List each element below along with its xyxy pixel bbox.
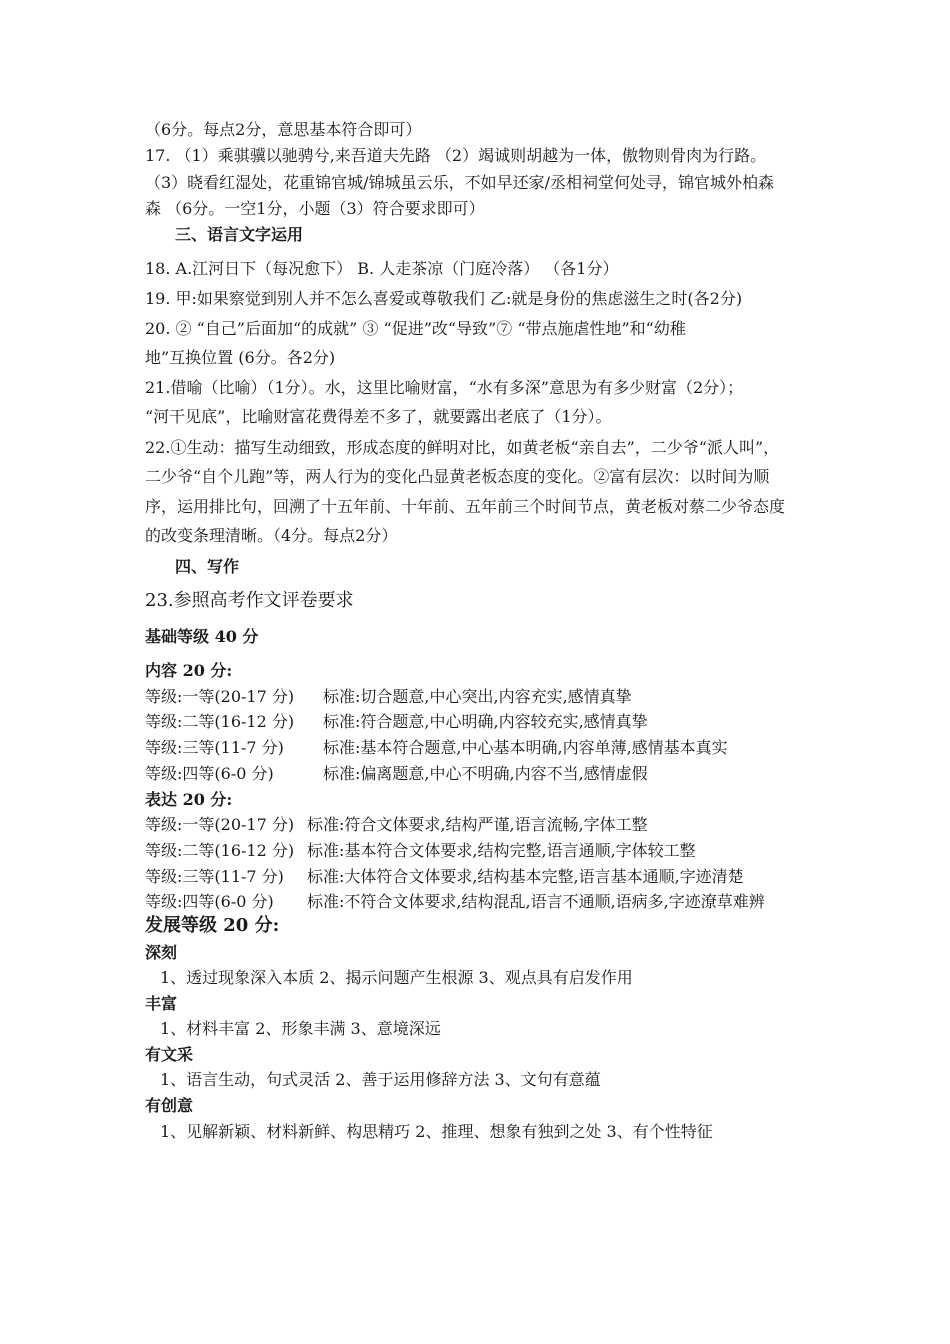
expression-grade: 等级:一等(20-17 分) bbox=[145, 815, 295, 834]
content-heading: 内容 20 分: bbox=[145, 661, 233, 680]
expression-row bbox=[145, 814, 648, 836]
content-standard: 标准:基本符合题意,中心基本明确,内容单薄,感情基本真实 bbox=[323, 738, 728, 757]
development-level-heading: 发展等级 20 分: bbox=[145, 915, 280, 936]
content-standard: 标准:偏离题意,中心不明确,内容不当,感情虚假 bbox=[323, 764, 648, 783]
expression-heading: 表达 20 分: bbox=[145, 790, 233, 809]
expression-row bbox=[145, 840, 696, 862]
expression-standard: 标准:大体符合文体要求,结构基本完整,语言基本通顺,字迹清楚 bbox=[307, 867, 744, 886]
section-heading-language-use: 三、语言文字运用 bbox=[175, 225, 304, 244]
dev-item-detail: 1、材料丰富 2、形象丰满 3、意境深远 bbox=[160, 1019, 441, 1038]
content-row bbox=[145, 686, 632, 708]
expression-standard: 标准:基本符合文体要求,结构完整,语言通顺,字体较工整 bbox=[307, 841, 696, 860]
content-grade: 等级:一等(20-17 分) bbox=[145, 687, 295, 706]
q21-line-1: 21.借喻（比喻）（1分）。水，这里比喻财富，“水有多深”意思为有多少财富（2分）； bbox=[145, 378, 744, 397]
content-grade: 等级:三等(11-7 分) bbox=[145, 738, 284, 757]
dev-item-title: 有文采 bbox=[145, 1045, 194, 1064]
q22-line-3: 序，运用排比句，回溯了十五年前、十年前、五年前三个时间节点，黄老板对蔡二少爷态度 bbox=[145, 497, 786, 516]
content-standard: 标准:符合题意,中心明确,内容较充实,感情真挚 bbox=[323, 712, 648, 731]
dev-item-title: 深刻 bbox=[145, 943, 178, 962]
basic-level-heading: 基础等级 40 分 bbox=[145, 627, 259, 646]
q18-answer: 18. A.江河日下（每况愈下） B. 人走茶凉（门庭冷落） （各1分） bbox=[145, 259, 619, 278]
dev-item-detail: 1、语言生动，句式灵活 2、善于运用修辞方法 3、文句有意蕴 bbox=[160, 1070, 601, 1089]
q16-score-note: （6分。每点2分，意思基本符合即可） bbox=[145, 120, 422, 139]
q23-heading: 23.参照高考作文评卷要求 bbox=[145, 590, 354, 611]
expression-grade: 等级:三等(11-7 分) bbox=[145, 867, 284, 886]
q19-answer: 19. 甲:如果察觉到别人并不怎么喜爱或尊敬我们 乙:就是身份的焦虑滋生之时(各2分) bbox=[145, 289, 743, 308]
q17-line-1: 17. （1）乘骐骥以驰骋兮,来吾道夫先路 （2）竭诚则胡越为一体，傲物则骨肉为行路。 bbox=[145, 146, 767, 165]
content-row bbox=[145, 763, 648, 785]
dev-item-detail: 1、见解新颖、材料新鲜、构思精巧 2、推理、想象有独到之处 3、有个性特征 bbox=[160, 1122, 713, 1141]
expression-standard: 标准:符合文体要求,结构严谨,语言流畅,字体工整 bbox=[307, 815, 648, 834]
expression-row bbox=[145, 866, 744, 888]
content-grade: 等级:二等(16-12 分) bbox=[145, 712, 295, 731]
q20-line-1: 20. ② “自己”后面加“的成就” ③ “促进”改“导致”⑦ “带点施虐性地”和“幼稚 bbox=[145, 319, 686, 338]
q17-line-2: （3）晓看红湿处，花重锦官城/锦城虽云乐，不如早还家/丞相祠堂何处寻，锦官城外柏森 bbox=[145, 173, 774, 192]
expression-grade: 等级:二等(16-12 分) bbox=[145, 841, 295, 860]
q22-line-4: 的改变条理清晰。（4分。每点2分） bbox=[145, 526, 398, 545]
expression-standard: 标准:不符合文体要求,结构混乱,语言不通顺,语病多,字迹潦草难辨 bbox=[307, 892, 765, 911]
dev-item-title: 有创意 bbox=[145, 1096, 194, 1115]
content-row bbox=[145, 737, 728, 759]
expression-grade: 等级:四等(6-0 分) bbox=[145, 892, 274, 911]
q20-line-2: 地”互换位置 (6分。各2分) bbox=[145, 348, 336, 367]
content-row bbox=[145, 711, 648, 733]
content-grade: 等级:四等(6-0 分) bbox=[145, 764, 274, 783]
q21-line-2: “河干见底”，比喻财富花费得差不多了，就要露出老底了（1分）。 bbox=[145, 407, 612, 426]
dev-item-title: 丰富 bbox=[145, 994, 178, 1013]
content-standard: 标准:切合题意,中心突出,内容充实,感情真挚 bbox=[323, 687, 632, 706]
q22-line-2: 二少爷“自个儿跑”等，两人行为的变化凸显黄老板态度的变化。②富有层次：以时间为顺 bbox=[145, 467, 770, 486]
q17-line-3: 森 （6分。一空1分，小题（3）符合要求即可） bbox=[145, 199, 485, 218]
expression-row bbox=[145, 891, 765, 913]
section-heading-writing: 四、写作 bbox=[175, 557, 240, 576]
dev-item-detail: 1、透过现象深入本质 2、揭示问题产生根源 3、观点具有启发作用 bbox=[160, 968, 633, 987]
q22-line-1: 22.①生动：描写生动细致，形成态度的鲜明对比，如黄老板“亲自去”，二少爷“派人叫”， bbox=[145, 438, 780, 457]
